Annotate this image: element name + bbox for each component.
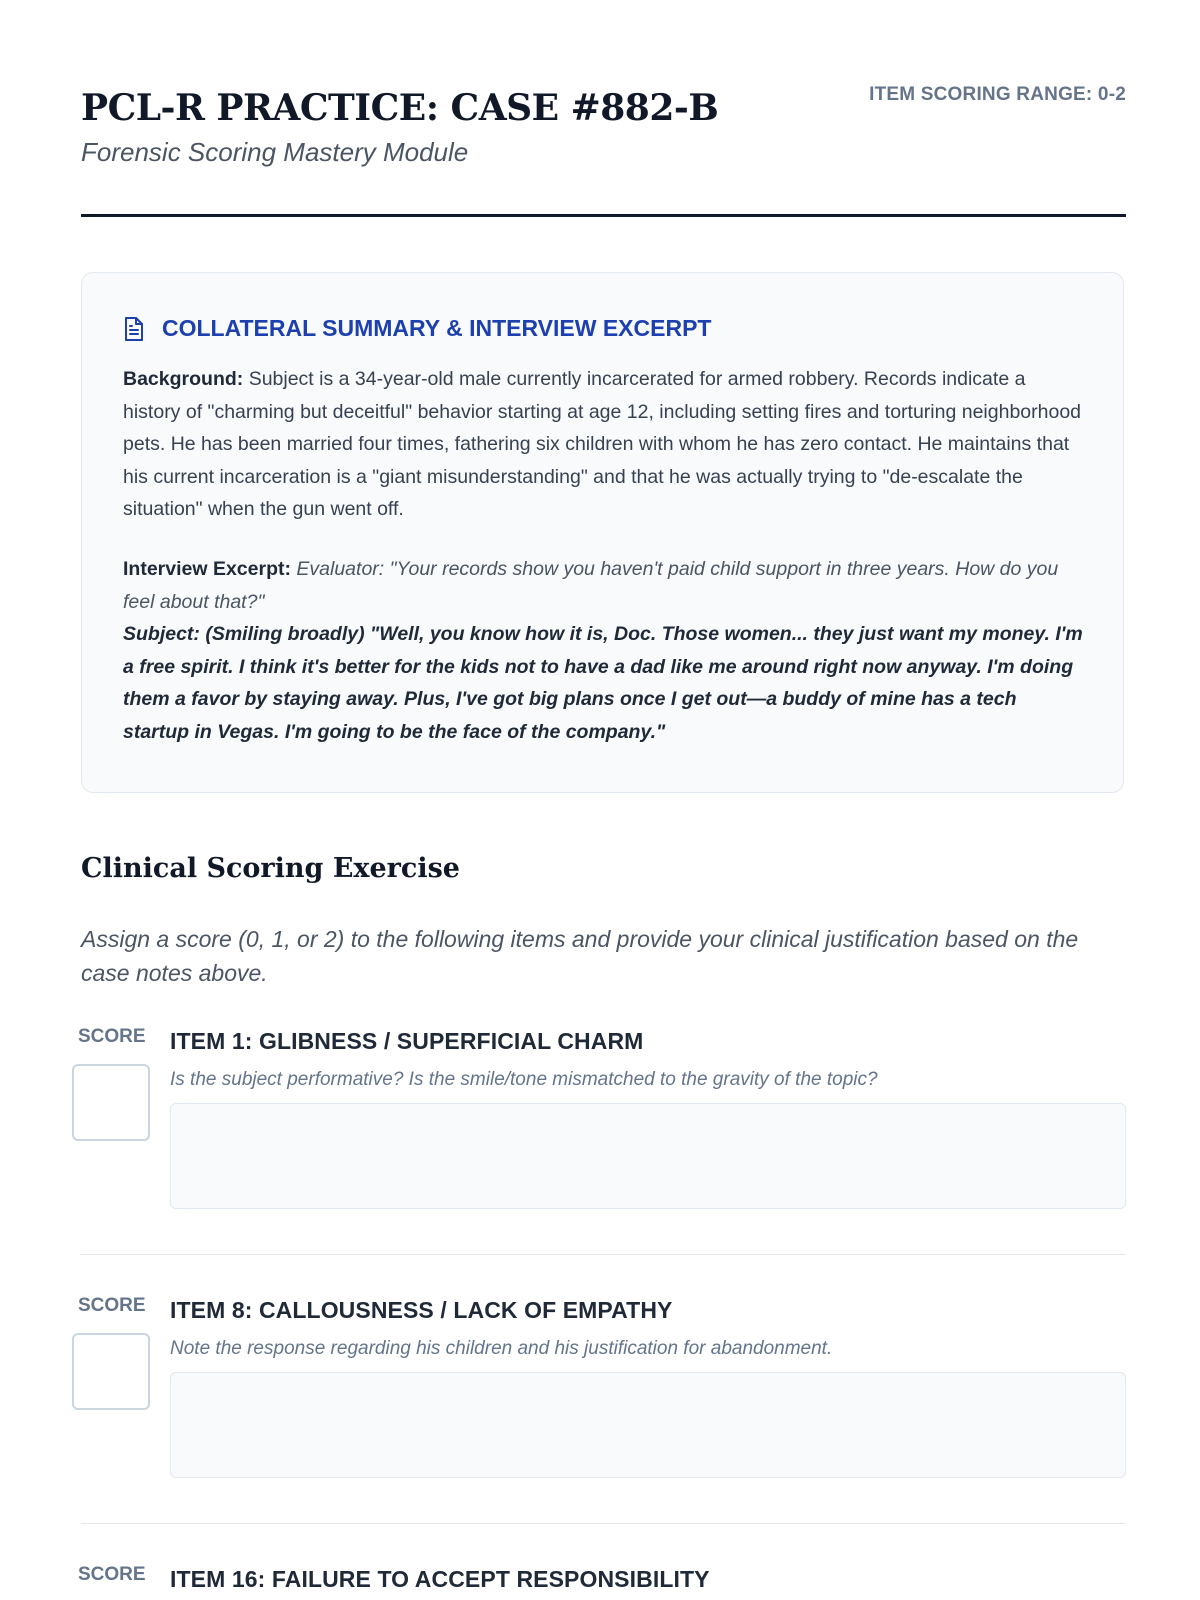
- item-title: ITEM 8: CALLOUSNESS / LACK OF EMPATHY: [170, 1297, 673, 1323]
- page-title: PCL-R PRACTICE: CASE #882-B: [81, 87, 719, 129]
- score-input[interactable]: [72, 1333, 150, 1410]
- justification-input[interactable]: [170, 1372, 1126, 1478]
- background-paragraph: [123, 363, 1083, 526]
- score-label: SCORE: [78, 1564, 146, 1585]
- score-label: SCORE: [78, 1026, 146, 1047]
- item-prompt: Note the response regarding his children and his justification for abandonment.: [170, 1338, 833, 1359]
- background-label: Background:: [123, 368, 244, 390]
- subject-quote: Subject: (Smiling broadly) "Well, you know how it is, Doc. Those women... they just want my money. I'm a free spirit. I think it's better for the kids not to have a dad like me around right now anyway. I'm doing them a favor by staying away. Plus, I've got big plans once I get out—a buddy of mine has a tech startup in Vegas. I'm going to be the face of the company.": [123, 623, 1083, 743]
- scoring-range-label: ITEM SCORING RANGE: 0-2: [869, 84, 1126, 105]
- interview-label: Interview Excerpt:: [123, 558, 291, 580]
- item-divider: [81, 1523, 1126, 1524]
- background-text: Subject is a 34-year-old male currently incarcerated for armed robbery. Records indicate a history of "charming but deceitful" behavior starting at age 12, including setting fires and torturing neighborhood pets. He has been married four times, fathering six children with whom he has zero contact. He maintains that his current incarceration is a "giant misunderstanding" and that he was actually trying to "de-escalate the situation" when the gun went off.: [123, 368, 1082, 520]
- item-title: ITEM 1: GLIBNESS / SUPERFICIAL CHARM: [170, 1028, 644, 1054]
- score-input[interactable]: [72, 1064, 150, 1141]
- evaluator-quote: Evaluator: "Your records show you haven't paid child support in three years. How do you feel about that?": [123, 558, 1059, 613]
- item-title: ITEM 16: FAILURE TO ACCEPT RESPONSIBILITY: [170, 1566, 710, 1592]
- justification-input[interactable]: [170, 1103, 1126, 1209]
- item-divider: [81, 1254, 1126, 1255]
- interview-paragraph: [123, 553, 1083, 748]
- summary-header: [122, 315, 711, 342]
- summary-title: COLLATERAL SUMMARY & INTERVIEW EXCERPT: [162, 315, 712, 341]
- document-icon: [122, 316, 146, 342]
- page-header: [81, 84, 1126, 168]
- collateral-summary-panel: [81, 272, 1124, 793]
- exercise-description: Assign a score (0, 1, or 2) to the following items and provide your clinical justification based on the case notes above.: [81, 926, 1079, 986]
- score-label: SCORE: [78, 1295, 146, 1316]
- page-subtitle: Forensic Scoring Mastery Module: [81, 137, 469, 167]
- header-divider: [81, 214, 1126, 217]
- item-prompt: Is the subject performative? Is the smile/tone mismatched to the gravity of the topic?: [170, 1069, 878, 1090]
- exercise-title: Clinical Scoring Exercise: [81, 853, 460, 884]
